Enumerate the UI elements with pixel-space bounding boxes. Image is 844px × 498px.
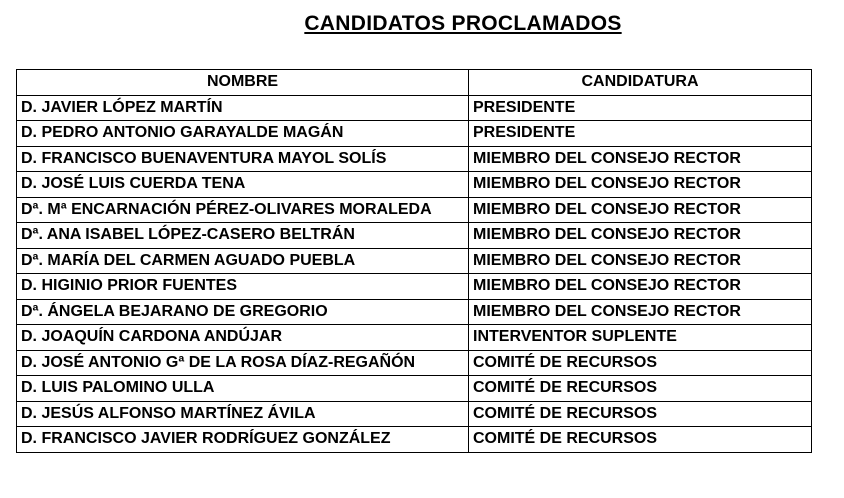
- table-header: [17, 70, 812, 96]
- cell-candidatura: MIEMBRO DEL CONSEJO RECTOR: [469, 223, 812, 249]
- table-row: [17, 146, 812, 172]
- cell-nombre: D. FRANCISCO BUENAVENTURA MAYOL SOLÍS: [17, 146, 469, 172]
- table-row: [17, 121, 812, 147]
- table-row: [17, 427, 812, 453]
- cell-candidatura: MIEMBRO DEL CONSEJO RECTOR: [469, 197, 812, 223]
- cell-candidatura: MIEMBRO DEL CONSEJO RECTOR: [469, 248, 812, 274]
- table-row: [17, 299, 812, 325]
- cell-nombre: Dª. MARÍA DEL CARMEN AGUADO PUEBLA: [17, 248, 469, 274]
- cell-candidatura: COMITÉ DE RECURSOS: [469, 376, 812, 402]
- cell-nombre: D. JOSÉ LUIS CUERDA TENA: [17, 172, 469, 198]
- cell-nombre: D. JOAQUÍN CARDONA ANDÚJAR: [17, 325, 469, 351]
- cell-candidatura: PRESIDENTE: [469, 121, 812, 147]
- cell-candidatura: MIEMBRO DEL CONSEJO RECTOR: [469, 146, 812, 172]
- table-row: [17, 223, 812, 249]
- table-row: [17, 197, 812, 223]
- cell-nombre: D. JOSÉ ANTONIO Gª DE LA ROSA DÍAZ-REGAÑÓN: [17, 350, 469, 376]
- cell-nombre: D. HIGINIO PRIOR FUENTES: [17, 274, 469, 300]
- table-row: [17, 274, 812, 300]
- table-row: [17, 95, 812, 121]
- cell-candidatura: MIEMBRO DEL CONSEJO RECTOR: [469, 172, 812, 198]
- cell-nombre: D. FRANCISCO JAVIER RODRÍGUEZ GONZÁLEZ: [17, 427, 469, 453]
- cell-candidatura: COMITÉ DE RECURSOS: [469, 401, 812, 427]
- cell-nombre: D. PEDRO ANTONIO GARAYALDE MAGÁN: [17, 121, 469, 147]
- cell-candidatura: MIEMBRO DEL CONSEJO RECTOR: [469, 299, 812, 325]
- column-header-nombre: NOMBRE: [17, 70, 469, 96]
- header-row: [17, 70, 812, 96]
- cell-candidatura: COMITÉ DE RECURSOS: [469, 427, 812, 453]
- cell-candidatura: COMITÉ DE RECURSOS: [469, 350, 812, 376]
- table-row: [17, 325, 812, 351]
- cell-candidatura: PRESIDENTE: [469, 95, 812, 121]
- table-row: [17, 350, 812, 376]
- table-row: [17, 376, 812, 402]
- cell-nombre: D. JESÚS ALFONSO MARTÍNEZ ÁVILA: [17, 401, 469, 427]
- table-row: [17, 248, 812, 274]
- cell-nombre: D. JAVIER LÓPEZ MARTÍN: [17, 95, 469, 121]
- page-title: CANDIDATOS PROCLAMADOS: [304, 12, 622, 35]
- cell-nombre: D. LUIS PALOMINO ULLA: [17, 376, 469, 402]
- candidates-table: [16, 69, 812, 453]
- table-row: [17, 172, 812, 198]
- column-header-candidatura: CANDIDATURA: [469, 70, 812, 96]
- cell-candidatura: INTERVENTOR SUPLENTE: [469, 325, 812, 351]
- cell-candidatura: MIEMBRO DEL CONSEJO RECTOR: [469, 274, 812, 300]
- table-body: [17, 95, 812, 452]
- table-row: [17, 401, 812, 427]
- cell-nombre: Dª. ÁNGELA BEJARANO DE GREGORIO: [17, 299, 469, 325]
- cell-nombre: Dª. Mª ENCARNACIÓN PÉREZ-OLIVARES MORALEDA: [17, 197, 469, 223]
- cell-nombre: Dª. ANA ISABEL LÓPEZ-CASERO BELTRÁN: [17, 223, 469, 249]
